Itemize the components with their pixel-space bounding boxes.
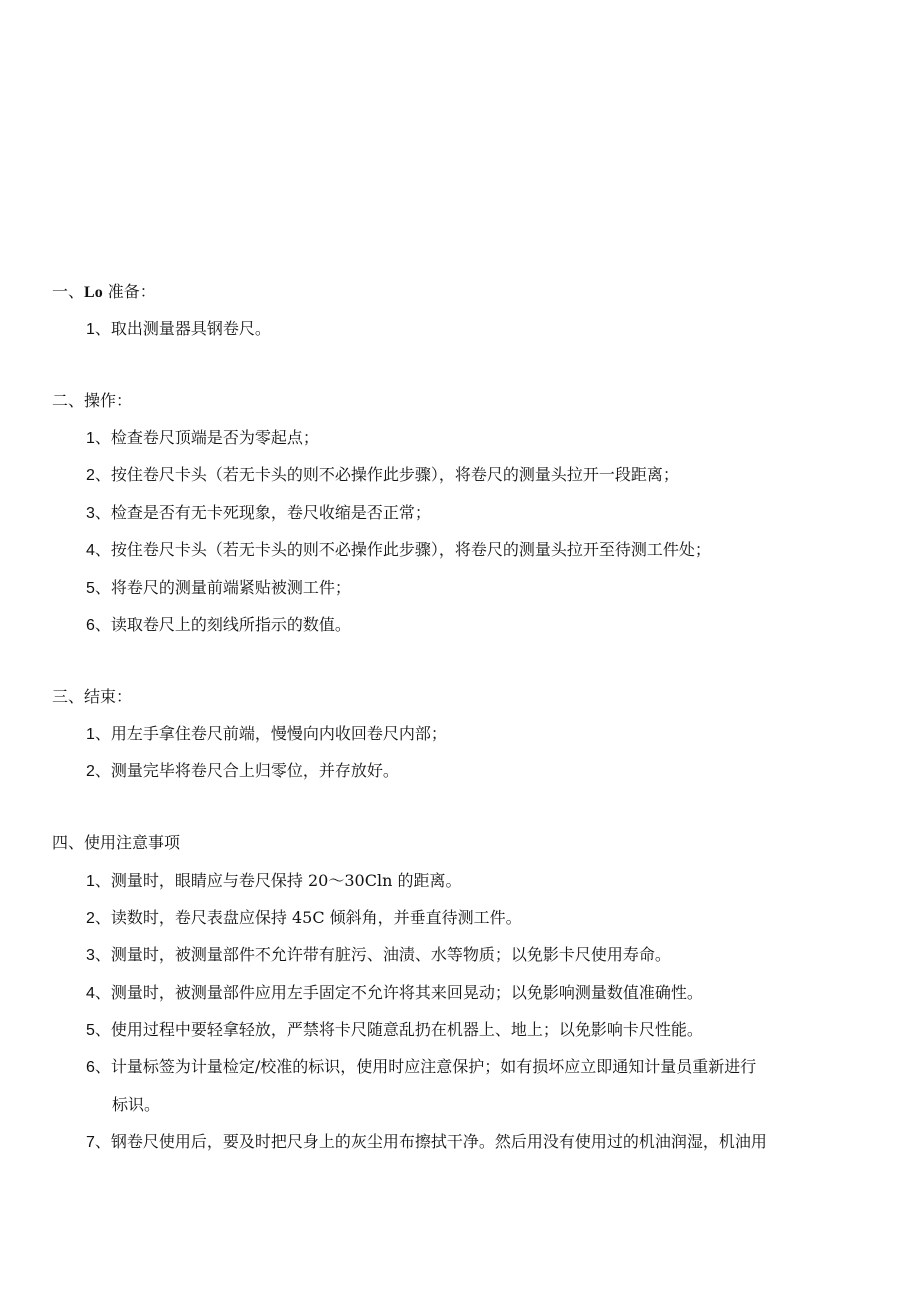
item-number: 2	[86, 467, 95, 484]
item-text: 、检查是否有无卡死现象，卷尺收缩是否正常；	[94, 503, 431, 522]
list-item-continuation: 标识。	[112, 1095, 161, 1114]
list-item	[86, 944, 671, 967]
item-number: 1	[86, 321, 95, 338]
item-number: 3	[86, 947, 95, 964]
item-text: 、计量标签为计量检定/校准的标识，使用时应注意保护；如有损坏应立即通知计量员重新进行	[94, 1057, 757, 1076]
section-heading-1-suffix: 准备：	[102, 282, 156, 301]
item-number: 6	[86, 617, 95, 634]
item-number: 6	[86, 1059, 95, 1076]
section-heading-3: 三、结束：	[52, 687, 133, 706]
list-item	[86, 1056, 756, 1079]
item-text: 、钢卷尺使用后，要及时把尺身上的灰尘用布擦拭干净。然后用没有使用过的机油润湿，机油用	[94, 1132, 767, 1151]
list-item	[86, 318, 271, 341]
list-item	[86, 577, 351, 600]
item-number: 1	[86, 873, 95, 890]
item-text: 、测量完毕将卷尺合上归零位，并存放好。	[94, 761, 399, 780]
list-item	[86, 907, 522, 930]
list-item	[86, 870, 461, 893]
list-item	[86, 982, 703, 1005]
list-item	[86, 760, 399, 783]
list-item	[86, 1019, 703, 1042]
list-item	[86, 614, 351, 637]
item-text: 、读取卷尺上的刻线所指示的数值。	[94, 615, 351, 634]
item-number: 5	[86, 1022, 95, 1039]
item-text: 、用左手拿住卷尺前端，慢慢向内收回卷尺内部；	[94, 724, 447, 743]
list-item	[86, 502, 431, 525]
item-text: 、使用过程中要轻拿轻放，严禁将卡尺随意乱扔在机器上、地上；以免影响卡尺性能。	[94, 1020, 703, 1039]
item-number: 4	[86, 542, 95, 559]
item-text: 、按住卷尺卡头（若无卡头的则不必操作此步骤），将卷尺的测量头拉开一段距离；	[94, 465, 679, 484]
item-number: 1	[86, 430, 95, 447]
item-text: 、测量时，眼睛应与卷尺保持 20～30Cln 的距离。	[94, 871, 462, 890]
item-number: 4	[86, 985, 95, 1002]
item-text: 、将卷尺的测量前端紧贴被测工件；	[94, 578, 351, 597]
item-number: 7	[86, 1134, 95, 1151]
list-item	[86, 427, 319, 450]
item-text: 、检查卷尺顶端是否为零起点；	[94, 428, 319, 447]
list-item	[86, 464, 679, 487]
item-number: 5	[86, 580, 95, 597]
list-item	[86, 539, 711, 562]
section-heading-1-bold: Lo	[84, 284, 103, 301]
item-number: 1	[86, 726, 95, 743]
section-heading-2: 二、操作：	[52, 391, 133, 410]
item-text: 、测量时，被测量部件不允许带有脏污、油渍、水等物质；以免影卡尺使用寿命。	[94, 945, 671, 964]
section-heading-1-prefix: 一、	[52, 282, 85, 301]
item-text: 、测量时，被测量部件应用左手固定不允许将其来回晃动；以免影响测量数值准确性。	[94, 983, 703, 1002]
item-text: 、按住卷尺卡头（若无卡头的则不必操作此步骤），将卷尺的测量头拉开至待测工件处；	[94, 540, 711, 559]
item-number: 2	[86, 910, 95, 927]
item-number: 3	[86, 505, 95, 522]
section-heading-1	[52, 281, 156, 304]
section-heading-4: 四、使用注意事项	[52, 833, 181, 852]
item-text: 、取出测量器具钢卷尺。	[94, 319, 271, 338]
item-text: 、读数时，卷尺表盘应保持 45C 倾斜角，并垂直待测工件。	[94, 908, 522, 927]
list-item	[86, 723, 447, 746]
item-number: 2	[86, 763, 95, 780]
list-item	[86, 1131, 767, 1154]
